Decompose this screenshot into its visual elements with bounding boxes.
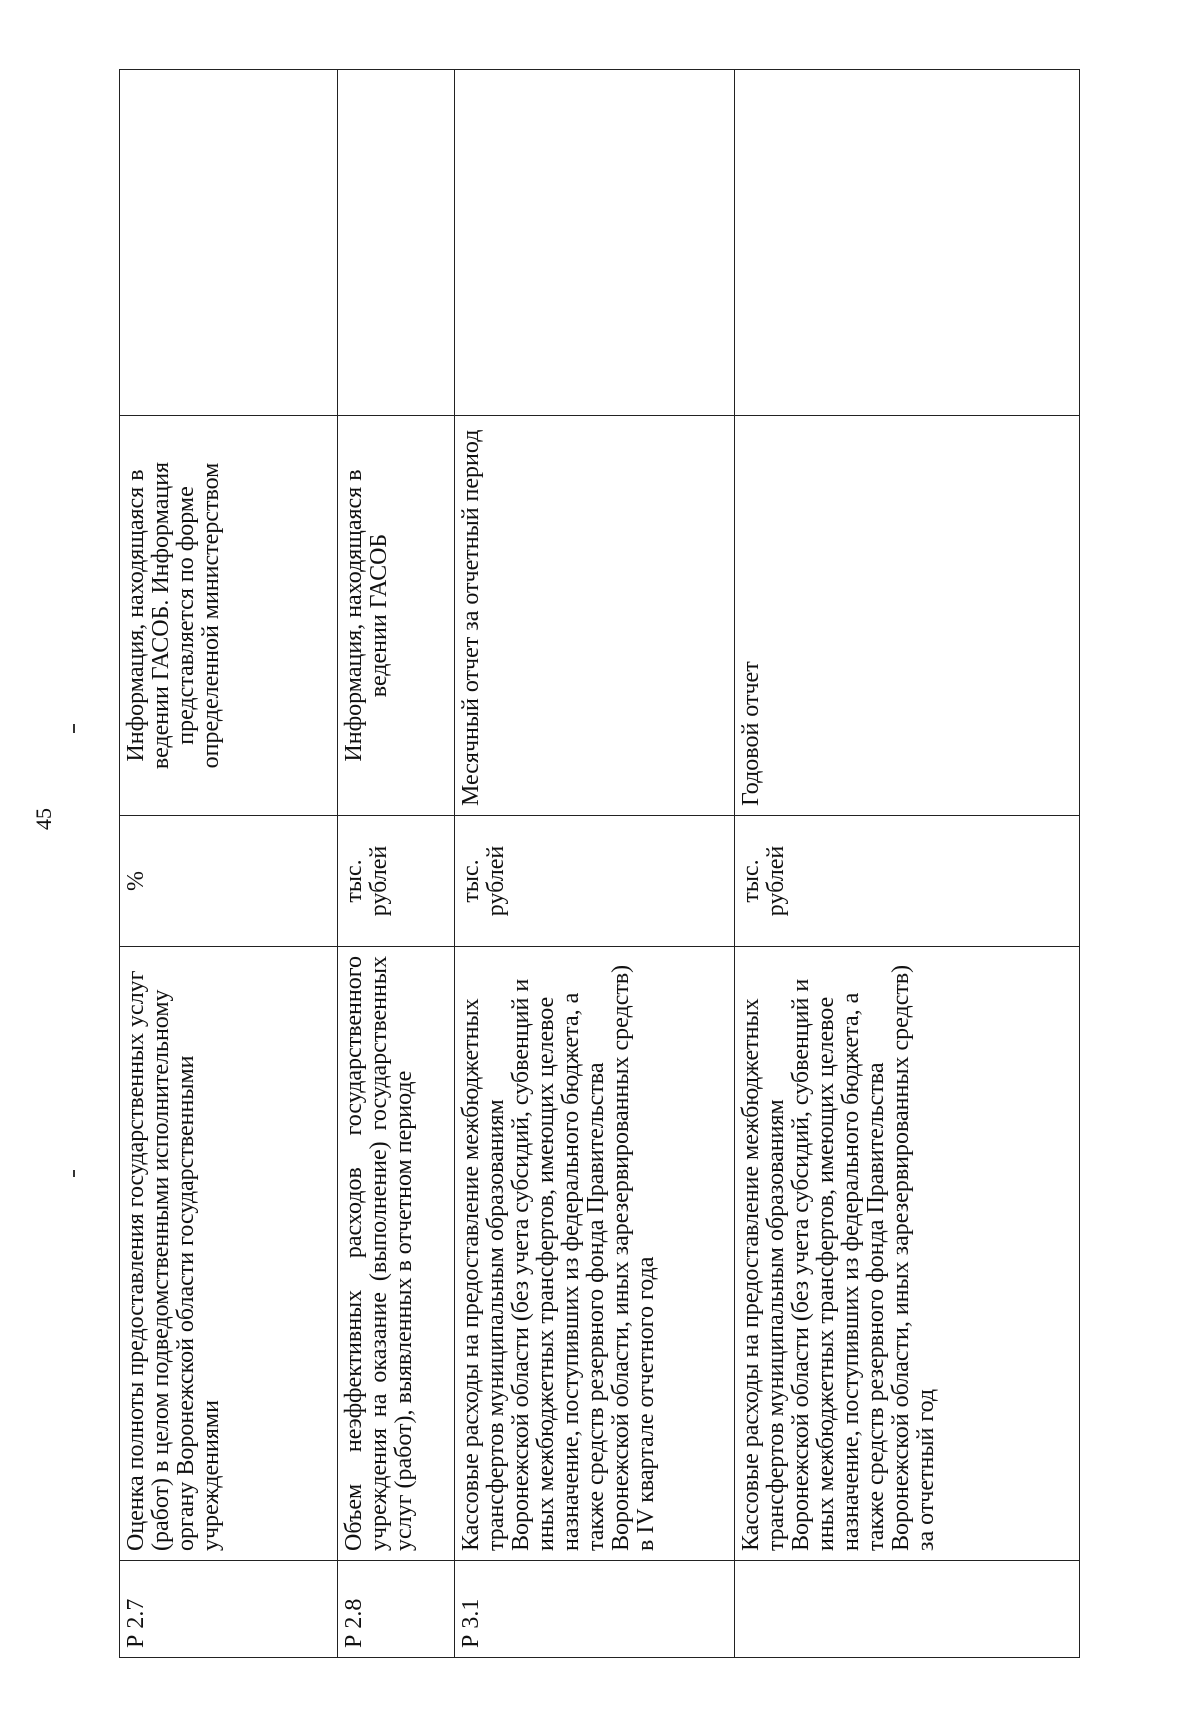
table-row [120, 70, 338, 1658]
page-number: 45 [31, 808, 56, 830]
unit-cell [338, 816, 455, 947]
rotated-table-sheet [119, 70, 1079, 1658]
indicator-code-cell [455, 1561, 735, 1658]
scan-mark [73, 1170, 75, 1177]
table-row [338, 70, 455, 1658]
indicator-description: Кассовые расходы на предоставление межбюджетных трансфертов муниципальным образованиям Воронежской области (без учета субсидий, субвенций и иных межбюджетных трансфертов, имеющих целевое назначение, поступивших из федерального бюджета, а также средств резервного фонда Правительства Воронежской области, иных зарезервированных средств) в IV квартале отчетного года [458, 964, 659, 1551]
scan-mark [73, 724, 75, 733]
note-cell [455, 70, 735, 416]
unit-of-measure: тыс. рублей [738, 845, 789, 917]
note-cell [338, 70, 455, 416]
data-source: Информация, находящаяся в ведении ГАСОБ. Информация представляется по форме определенной министерством [123, 461, 224, 770]
indicator-description-cell [120, 947, 338, 1561]
indicator-code: Р 2.8 [341, 1598, 367, 1648]
indicator-code-cell [338, 1561, 455, 1658]
note-cell [120, 70, 338, 416]
data-source: Информация, находящаяся в ведении ГАСОБ [341, 469, 392, 762]
indicator-code-cell [735, 1561, 1080, 1658]
data-source-cell [735, 416, 1080, 816]
data-source: Месячный отчет за отчетный период [458, 429, 484, 806]
indicator-code: Р 2.7 [123, 1598, 149, 1648]
indicator-description: Оценка полноты предоставления государственных услуг (работ) в целом подведомственными исполнительному органу Воронежской области государственными учреждениями [123, 970, 224, 1551]
unit-of-measure: тыс. рублей [458, 845, 509, 917]
indicator-description-cell [735, 947, 1080, 1561]
indicator-code-cell [120, 1561, 338, 1658]
unit-of-measure: % [123, 871, 149, 891]
indicator-code: Р 3.1 [458, 1598, 484, 1648]
data-source-cell [455, 416, 735, 816]
table-row [455, 70, 735, 1658]
indicator-description: Объем неэффективных расходов государственного учреждения на оказание (выполнение) государственных услуг (работ), выявленных в отчетном периоде [341, 956, 417, 1551]
unit-cell [735, 816, 1080, 947]
table-row [735, 70, 1080, 1658]
indicator-description-cell [338, 947, 455, 1561]
unit-of-measure: тыс. рублей [341, 845, 392, 917]
indicator-table [119, 69, 1080, 1658]
data-source: Годовой отчет [738, 661, 764, 806]
unit-cell [455, 816, 735, 947]
data-source-cell [120, 416, 338, 816]
indicator-description-cell [455, 947, 735, 1561]
data-source-cell [338, 416, 455, 816]
note-cell [735, 70, 1080, 416]
indicator-description: Кассовые расходы на предоставление межбюджетных трансфертов муниципальным образованиям Воронежской области (без учета субсидий, субвенций и иных межбюджетных трансфертов, имеющих целевое назначение, поступивших из федерального бюджета, а также средств резервного фонда Правительства Воронежской области, иных зарезервированных средств) за отчетный год [738, 964, 939, 1551]
unit-cell [120, 816, 338, 947]
